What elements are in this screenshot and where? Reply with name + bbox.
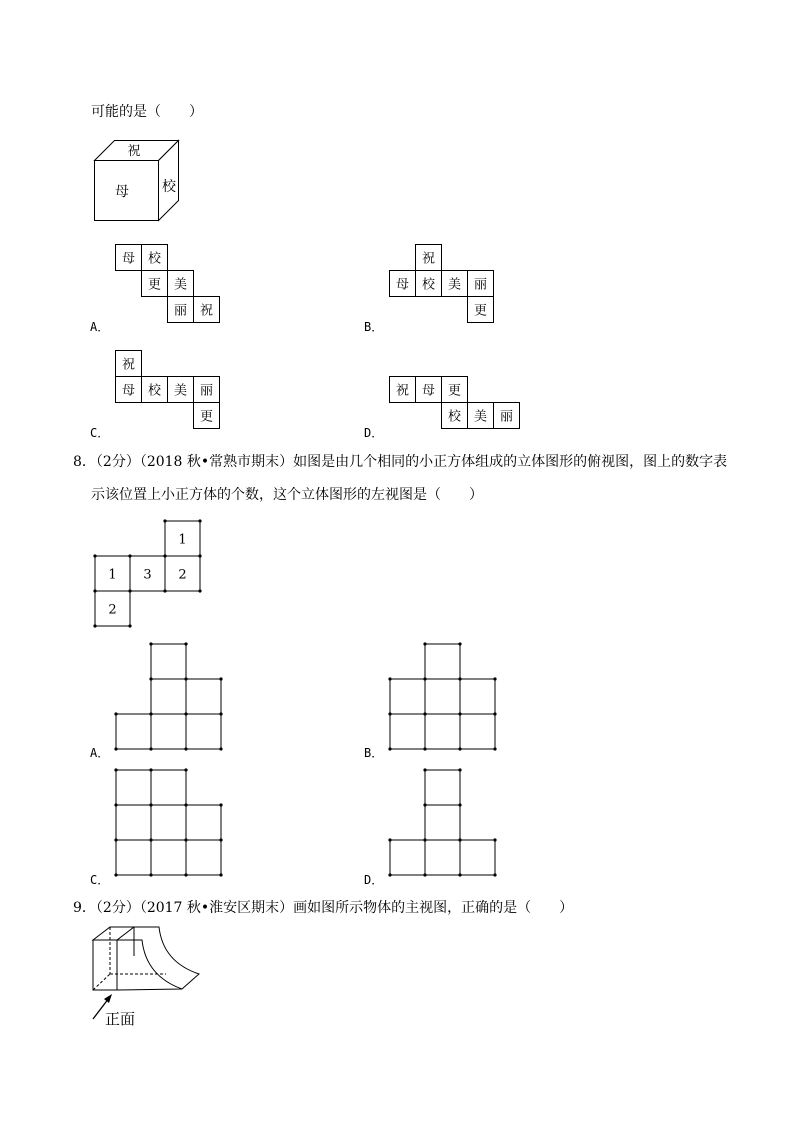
grid-dot bbox=[149, 838, 152, 841]
net-cell-text: 美 bbox=[173, 383, 188, 399]
grid-dot bbox=[114, 747, 117, 750]
grid-dot bbox=[163, 554, 166, 557]
grid-dot bbox=[458, 803, 461, 806]
grid-dot bbox=[149, 873, 152, 876]
grid-dot bbox=[163, 519, 166, 522]
net-cell bbox=[194, 377, 220, 403]
net-cell bbox=[142, 271, 168, 297]
grid-dot bbox=[219, 803, 222, 806]
grid-dot bbox=[219, 712, 222, 715]
grid-dot bbox=[388, 873, 391, 876]
view-square bbox=[425, 679, 460, 714]
grid-dot bbox=[219, 873, 222, 876]
grid-dot bbox=[423, 747, 426, 750]
grid-dot bbox=[423, 768, 426, 771]
q8-option-a-label: A． bbox=[90, 746, 110, 760]
view-square bbox=[425, 644, 460, 679]
grid-dot bbox=[423, 642, 426, 645]
top-view-cell bbox=[95, 556, 130, 591]
net-cell bbox=[416, 245, 442, 271]
q8-option-b-figure bbox=[388, 642, 500, 754]
view-square bbox=[425, 714, 460, 749]
cube-top-face-text: 祝 bbox=[127, 144, 141, 159]
grid-dot bbox=[114, 803, 117, 806]
net-cell-text: 丽 bbox=[173, 303, 188, 319]
net-cell bbox=[494, 403, 520, 429]
net-cell-text: 校 bbox=[147, 383, 162, 399]
net-cell bbox=[116, 245, 142, 271]
view-square bbox=[116, 770, 151, 805]
view-square bbox=[116, 840, 151, 875]
q8-option-b-label: B． bbox=[364, 746, 384, 760]
net-cell bbox=[194, 403, 220, 429]
net-cell-text: 校 bbox=[147, 251, 162, 267]
top-view-cell bbox=[95, 591, 130, 626]
grid-dot bbox=[423, 712, 426, 715]
net-cell-text: 祝 bbox=[199, 303, 214, 319]
q7-cube-figure bbox=[90, 136, 185, 226]
q7-option-a-label: A． bbox=[90, 320, 110, 334]
grid-dot bbox=[163, 589, 166, 592]
grid-dot bbox=[128, 589, 131, 592]
grid-dot bbox=[423, 677, 426, 680]
net-cell bbox=[168, 271, 194, 297]
grid-dot bbox=[219, 677, 222, 680]
net-cell bbox=[168, 297, 194, 323]
grid-dot bbox=[149, 803, 152, 806]
view-square bbox=[390, 840, 425, 875]
grid-dot bbox=[184, 838, 187, 841]
net-cell-text: 丽 bbox=[499, 409, 514, 425]
grid-dot bbox=[458, 747, 461, 750]
net-cell bbox=[142, 377, 168, 403]
q8-option-c-label: C． bbox=[90, 873, 110, 887]
grid-dot bbox=[184, 677, 187, 680]
grid-dot bbox=[458, 768, 461, 771]
q8-option-d-figure bbox=[388, 768, 500, 880]
grid-dot bbox=[493, 677, 496, 680]
grid-dot bbox=[128, 624, 131, 627]
net-cell bbox=[468, 297, 494, 323]
q8-stem-line2: 示该位置上小正方体的个数，这个立体图形的左视图是（ ） bbox=[91, 487, 483, 503]
net-cell-text: 美 bbox=[447, 277, 462, 293]
view-square bbox=[460, 714, 495, 749]
grid-dot bbox=[388, 747, 391, 750]
view-square bbox=[460, 840, 495, 875]
grid-dot bbox=[184, 642, 187, 645]
q7-option-d-net bbox=[389, 376, 529, 432]
view-square bbox=[151, 840, 186, 875]
net-cell bbox=[390, 271, 416, 297]
grid-dot bbox=[149, 747, 152, 750]
view-square bbox=[460, 679, 495, 714]
grid-dot bbox=[423, 838, 426, 841]
grid-dot bbox=[423, 803, 426, 806]
grid-dot bbox=[388, 677, 391, 680]
top-view-number: 3 bbox=[143, 567, 152, 583]
grid-dot bbox=[493, 747, 496, 750]
grid-dot bbox=[458, 677, 461, 680]
view-square bbox=[425, 805, 460, 840]
q8-option-a-figure bbox=[114, 642, 226, 754]
top-view-number: 2 bbox=[178, 567, 187, 583]
grid-dot bbox=[388, 712, 391, 715]
grid-dot bbox=[114, 838, 117, 841]
grid-dot bbox=[149, 677, 152, 680]
grid-dot bbox=[93, 554, 96, 557]
q8-option-d-label: D． bbox=[364, 873, 384, 887]
grid-dot bbox=[114, 712, 117, 715]
view-square bbox=[390, 679, 425, 714]
grid-dot bbox=[114, 873, 117, 876]
grid-dot bbox=[93, 589, 96, 592]
net-cell-text: 校 bbox=[447, 409, 462, 425]
q9-stem: 9．（2分）（2017 秋•淮安区期末）画如图所示物体的主视图，正确的是（ ） bbox=[73, 900, 574, 916]
view-square bbox=[116, 714, 151, 749]
grid-dot bbox=[493, 838, 496, 841]
q8-option-c-figure bbox=[114, 768, 226, 880]
top-view-number: 1 bbox=[108, 567, 117, 583]
grid-dot bbox=[114, 768, 117, 771]
net-cell bbox=[442, 403, 468, 429]
q9-object-figure bbox=[86, 924, 206, 1034]
net-cell-text: 校 bbox=[421, 277, 436, 293]
q7-option-b-label: B． bbox=[364, 320, 384, 334]
view-square bbox=[425, 770, 460, 805]
cube-right-face-text: 校 bbox=[162, 179, 176, 195]
grid-dot bbox=[198, 589, 201, 592]
grid-dot bbox=[149, 768, 152, 771]
grid-dot bbox=[184, 768, 187, 771]
grid-dot bbox=[198, 519, 201, 522]
net-cell-text: 母 bbox=[121, 251, 136, 267]
net-cell-text: 祝 bbox=[395, 383, 410, 399]
net-cell-text: 更 bbox=[199, 409, 214, 425]
grid-dot bbox=[458, 712, 461, 715]
net-cell-text: 美 bbox=[173, 277, 188, 293]
grid-dot bbox=[493, 873, 496, 876]
grid-dot bbox=[149, 642, 152, 645]
q7-stem-tail: 可能的是（ ） bbox=[91, 104, 203, 120]
grid-dot bbox=[149, 712, 152, 715]
grid-dot bbox=[184, 803, 187, 806]
q7-option-b-net bbox=[389, 244, 501, 326]
net-cell-text: 更 bbox=[473, 303, 488, 319]
view-square bbox=[390, 714, 425, 749]
q7-option-a-net bbox=[115, 244, 227, 326]
net-cell bbox=[442, 377, 468, 403]
view-square bbox=[186, 679, 221, 714]
grid-dot bbox=[198, 554, 201, 557]
net-cell-text: 祝 bbox=[421, 251, 436, 267]
q7-option-d-label: D． bbox=[364, 426, 384, 440]
grid-dot bbox=[458, 642, 461, 645]
grid-dot bbox=[388, 838, 391, 841]
net-cell bbox=[116, 351, 142, 377]
grid-dot bbox=[423, 873, 426, 876]
view-square bbox=[186, 840, 221, 875]
net-cell bbox=[416, 271, 442, 297]
net-cell bbox=[116, 377, 142, 403]
view-square bbox=[151, 679, 186, 714]
net-cell bbox=[194, 297, 220, 323]
grid-dot bbox=[184, 747, 187, 750]
top-view-number: 2 bbox=[108, 602, 117, 618]
q7-option-c-net bbox=[115, 350, 227, 432]
net-cell bbox=[468, 271, 494, 297]
cube-front-face-text: 母 bbox=[115, 184, 129, 200]
top-view-cell bbox=[165, 556, 200, 591]
net-cell-text: 更 bbox=[147, 277, 162, 293]
view-square bbox=[151, 644, 186, 679]
net-cell-text: 母 bbox=[121, 383, 136, 399]
view-square bbox=[116, 805, 151, 840]
q7-option-c-label: C． bbox=[90, 426, 110, 440]
arrow-icon bbox=[104, 994, 112, 1003]
grid-dot bbox=[184, 873, 187, 876]
net-cell bbox=[142, 245, 168, 271]
q9-arrow-label: 正面 bbox=[105, 1010, 136, 1028]
grid-dot bbox=[458, 873, 461, 876]
view-square bbox=[151, 805, 186, 840]
net-cell-text: 母 bbox=[421, 383, 436, 399]
top-view-number: 1 bbox=[178, 532, 187, 548]
view-square bbox=[151, 770, 186, 805]
grid-dot bbox=[219, 747, 222, 750]
net-cell-text: 祝 bbox=[121, 357, 136, 373]
top-view-cell bbox=[165, 521, 200, 556]
net-cell bbox=[442, 271, 468, 297]
net-cell bbox=[168, 377, 194, 403]
grid-dot bbox=[184, 712, 187, 715]
net-cell-text: 丽 bbox=[473, 277, 488, 293]
top-view-cell bbox=[130, 556, 165, 591]
view-square bbox=[151, 714, 186, 749]
q8-stem-line1: 8．（2分）（2018 秋•常熟市期末）如图是由几个相同的小正方体组成的立体图形的俯视图，图上的数字表 bbox=[73, 454, 728, 470]
net-cell-text: 美 bbox=[473, 409, 488, 425]
grid-dot bbox=[458, 838, 461, 841]
net-cell bbox=[468, 403, 494, 429]
q8-top-view-figure bbox=[93, 519, 205, 629]
net-cell-text: 更 bbox=[447, 383, 462, 399]
view-square bbox=[425, 840, 460, 875]
view-square bbox=[186, 714, 221, 749]
grid-dot bbox=[219, 838, 222, 841]
grid-dot bbox=[493, 712, 496, 715]
net-cell bbox=[390, 377, 416, 403]
grid-dot bbox=[128, 554, 131, 557]
net-cell-text: 母 bbox=[395, 277, 410, 293]
view-square bbox=[186, 805, 221, 840]
net-cell bbox=[416, 377, 442, 403]
net-cell-text: 丽 bbox=[199, 383, 214, 399]
grid-dot bbox=[93, 624, 96, 627]
